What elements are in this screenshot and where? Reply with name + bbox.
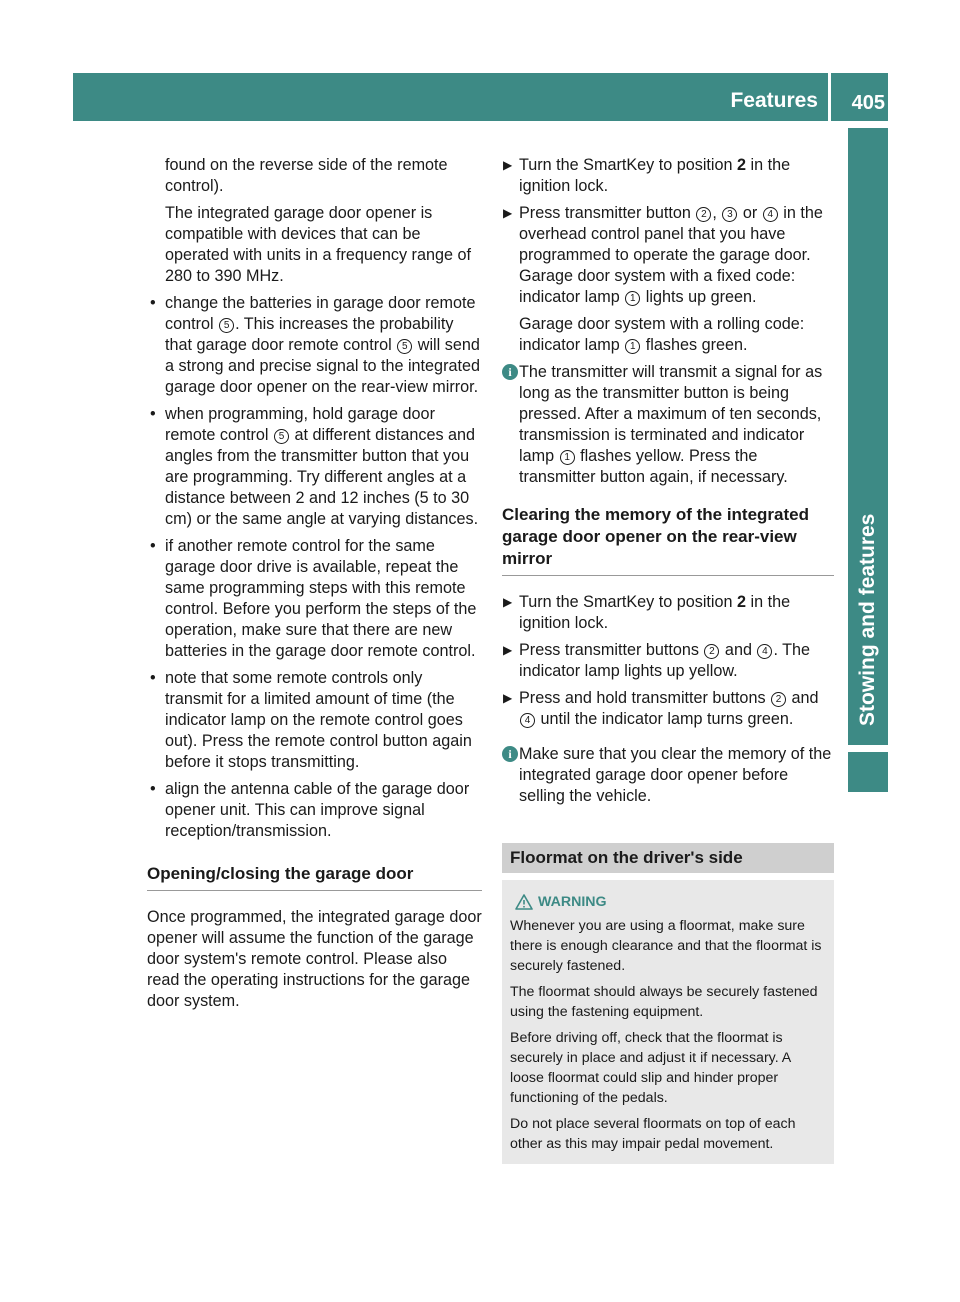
warning-title: WARNING: [538, 894, 607, 910]
callout-number: 4: [757, 644, 772, 659]
callout-number: 2: [696, 207, 711, 222]
step-marker: ▶: [503, 595, 513, 609]
list-item: • when programming, hold garage door remote control 5 at different distances and angles from the transmitter button that you are programming. Try different angles at a distance between 2 and 12 inches (5 to 30 cm) or the same angle at varying distances.: [150, 405, 479, 528]
warning-triangle-icon: [515, 894, 533, 910]
warning-paragraph: Do not place several floormats on top of each other as this may impair pedal movement.: [510, 1116, 796, 1152]
callout-number: 4: [520, 713, 535, 728]
body-text: Once programmed, the integrated garage door opener will assume the function of the garage door system's remote control. Please also read the operating instructions for the garage door system.: [147, 908, 482, 1010]
instruction-step: ▶ Press transmitter buttons 2 and 4 . The indicator lamp lights up yellow.: [503, 641, 811, 680]
section-heading: Clearing the memory of the integrated garage door opener on the rear-view mirror: [502, 504, 834, 576]
header-bar: [73, 73, 888, 121]
step-detail: Garage door system with a rolling code: indicator lamp 1 flashes green.: [519, 315, 805, 354]
step-marker: ▶: [503, 206, 513, 220]
bullet-marker: •: [150, 669, 156, 687]
side-tab: [848, 128, 888, 745]
header-divider: [828, 73, 831, 121]
list-item: • note that some remote controls only transmit for a limited amount of time (the indicator lamp on the remote control goes out). Press the remote control button again before it stops transmitting.: [150, 669, 472, 771]
bullet-marker: •: [150, 405, 156, 423]
callout-number: 1: [625, 291, 640, 306]
warning-paragraph: Whenever you are using a floormat, make sure there is enough clearance and that the floormat is securely fastened.: [510, 918, 822, 974]
info-icon: i: [502, 746, 518, 762]
callout-number: 1: [560, 450, 575, 465]
step-marker: ▶: [503, 643, 513, 657]
step-marker: ▶: [503, 691, 513, 705]
side-square-marker: [848, 752, 888, 792]
callout-number: 1: [625, 339, 640, 354]
right-column: [502, 155, 834, 1164]
warning-paragraph: The floormat should always be securely fastened using the fastening equipment.: [510, 984, 818, 1020]
instruction-step: ▶ Turn the SmartKey to position 2 in the ignition lock.: [503, 156, 791, 195]
left-column: [147, 155, 482, 1012]
warning-paragraph: Before driving off, check that the floormat is securely in place and adjust it if necessary. A loose floormat could slip and hinder proper functioning of the pedals.: [510, 1030, 791, 1106]
list-item: • if another remote control for the same garage door drive is available, repeat the same programming steps with this remote control. Before you perform the steps of the operation, make sure that there are new batteries in the garage door remote control.: [150, 537, 477, 660]
bullet-marker: •: [150, 294, 156, 312]
section-title-bar: Floormat on the driver's side: [502, 843, 834, 873]
warning-box: [502, 880, 834, 1164]
callout-number: 2: [771, 692, 786, 707]
instruction-step: ▶ Press and hold transmitter buttons 2 and 4 until the indicator lamp turns green.: [503, 689, 819, 728]
callout-number: 5: [397, 339, 412, 354]
warning-heading: [510, 892, 826, 912]
callout-number: 2: [704, 644, 719, 659]
callout-number: 5: [219, 318, 234, 333]
list-item: • align the antenna cable of the garage door opener unit. This can improve signal reception/transmission.: [150, 780, 470, 840]
bullet-marker: •: [150, 537, 156, 555]
info-note: i The transmitter will transmit a signal for as long as the transmitter button is being pressed. After a maximum of ten seconds, transmission is terminated and indicator lamp 1 flashes yellow. Press the transmitter button again, if necessary.: [502, 362, 834, 488]
instruction-step: ▶ Turn the SmartKey to position 2 in the ignition lock.: [503, 593, 791, 632]
list-item: • change the batteries in garage door remote control 5 . This increases the probability that garage door remote control 5 will send a strong and precise signal to the integrated garage door opener on the rear-view mirror.: [150, 294, 480, 396]
instruction-step: ▶ Press transmitter button 2 , 3 or 4 in the overhead control panel that you have programmed to operate the garage door. Garage door system with a fixed code: indicator lamp 1 lights up green. Garage door system with a rolling code: indicator lamp 1 flashes green.: [502, 203, 834, 356]
page-number: 405: [851, 92, 885, 114]
step-marker: ▶: [503, 158, 513, 172]
callout-number: 5: [274, 429, 289, 444]
bullet-marker: •: [150, 780, 156, 798]
callout-number: 3: [722, 207, 737, 222]
callout-number: 4: [763, 207, 778, 222]
info-icon: i: [502, 364, 518, 380]
side-tab-label: Stowing and features: [856, 513, 879, 726]
info-note: i Make sure that you clear the memory of the integrated garage door opener before selling the vehicle.: [502, 744, 834, 807]
intro-text: The integrated garage door opener is compatible with devices that can be operated with units in a frequency range of 280 to 390 MHz.: [165, 204, 471, 285]
chapter-title: Features: [730, 89, 818, 112]
intro-text: found on the reverse side of the remote control).: [165, 156, 448, 195]
section-heading: Opening/closing the garage door: [147, 863, 482, 891]
